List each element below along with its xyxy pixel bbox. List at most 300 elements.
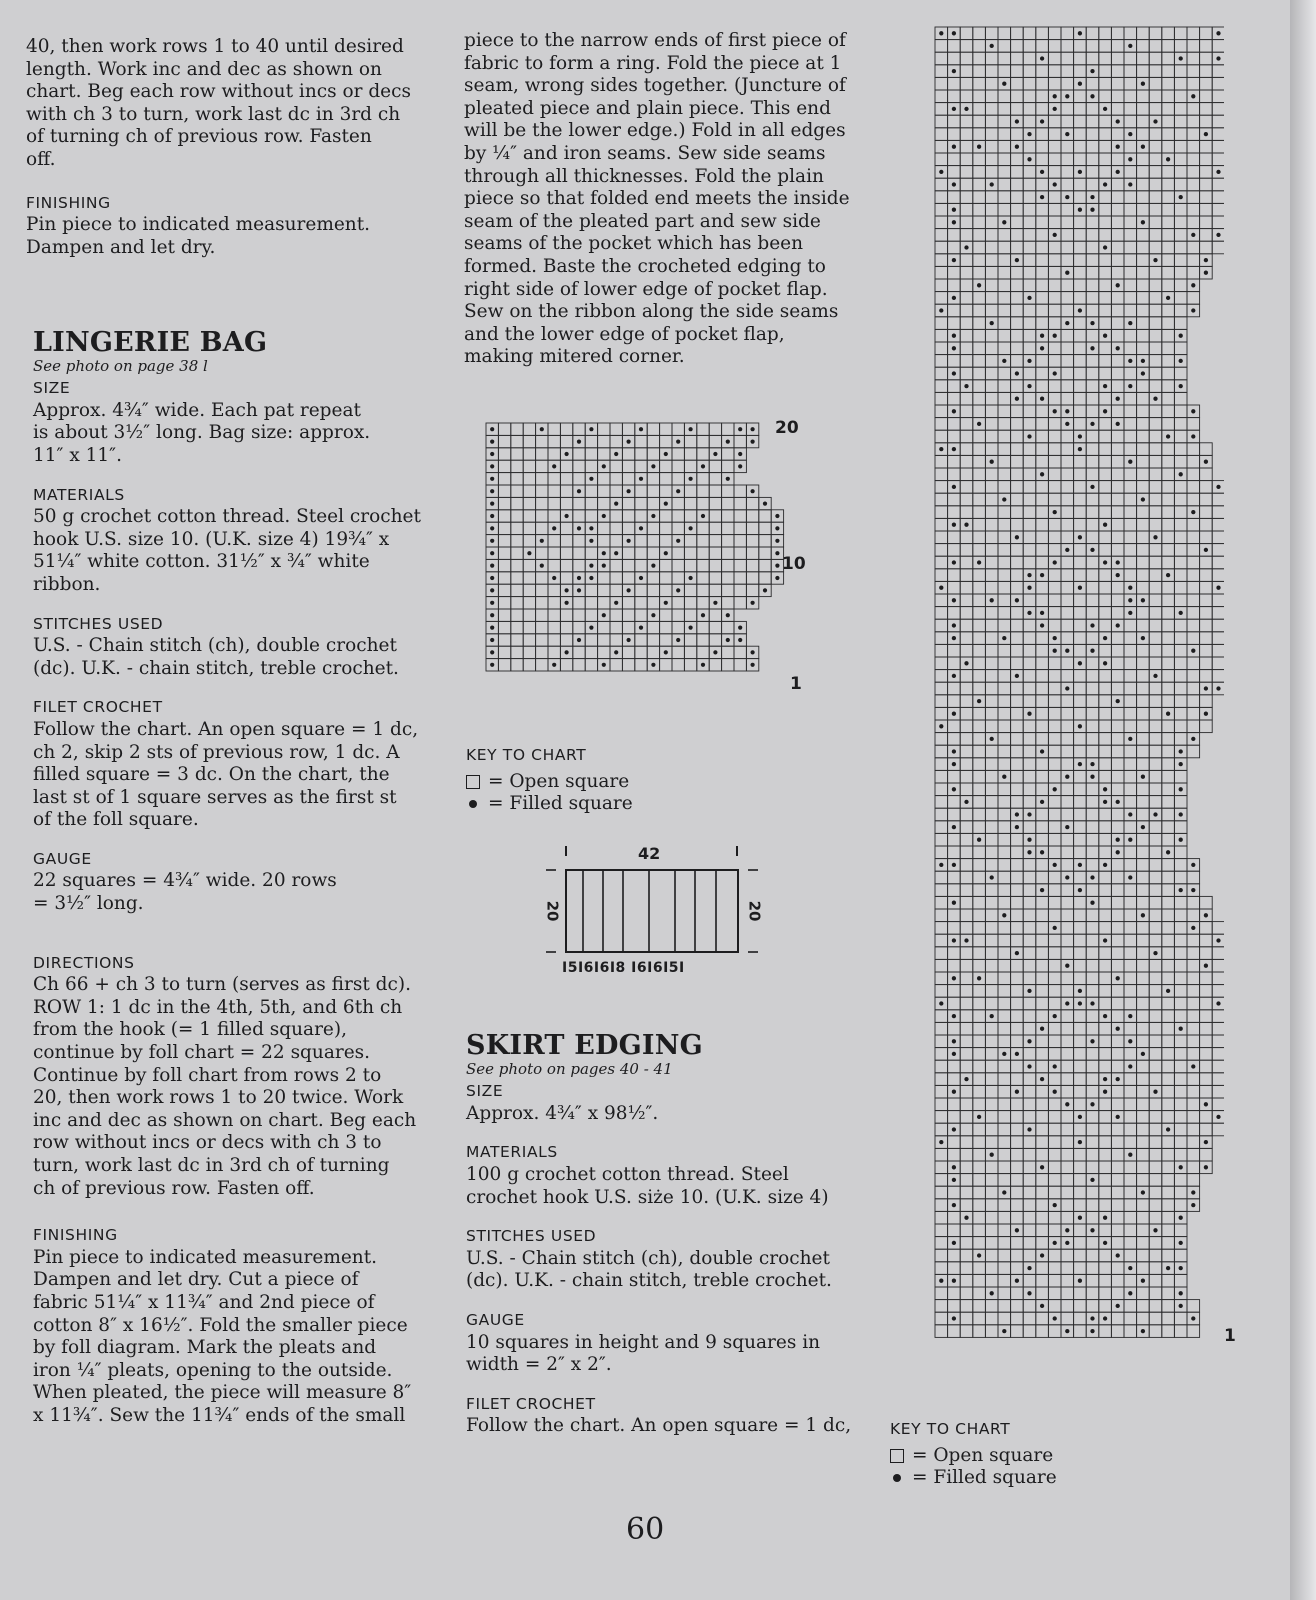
filled-square-dot [490, 439, 494, 443]
chart-cell [973, 166, 986, 179]
chart-cell [973, 909, 986, 922]
chart-cell [1111, 985, 1124, 998]
chart-cell [1174, 594, 1187, 607]
chart-cell [1137, 103, 1150, 116]
filled-square-dot [1090, 1228, 1094, 1232]
chart-cell [948, 1325, 961, 1338]
chart-cell [672, 559, 684, 571]
filled-square-dot [1065, 195, 1069, 199]
chart-cell [1212, 128, 1224, 141]
chart-cell [998, 1287, 1011, 1300]
chart-cell [1187, 216, 1200, 229]
chart-cell [1149, 90, 1162, 103]
chart-cell [1023, 1022, 1036, 1035]
chart-cell [635, 435, 647, 447]
chart-cell [1149, 544, 1162, 557]
chart-cell [1074, 1325, 1087, 1338]
chart-cell [1074, 191, 1087, 204]
filled-square-dot [1141, 371, 1145, 375]
chart-cell [973, 65, 986, 78]
chart-cell [622, 621, 634, 633]
chart-cell [1162, 997, 1175, 1010]
chart-cell [1174, 229, 1187, 242]
chart-cell [1011, 644, 1024, 657]
chart-cell [1074, 178, 1087, 191]
filled-square-dot [939, 1140, 943, 1144]
filled-square-dot [1216, 1115, 1220, 1119]
filled-square-dot [1128, 875, 1132, 879]
chart-cell [1074, 1199, 1087, 1212]
chart-cell [1036, 985, 1049, 998]
chart-cell [1061, 304, 1074, 317]
chart-cell [1061, 985, 1074, 998]
chart-cell [1036, 644, 1049, 657]
chart-cell [948, 1262, 961, 1275]
filled-square-dot [952, 598, 956, 602]
chart-row-label-20: 20 [775, 418, 799, 438]
chart-cell [1048, 695, 1061, 708]
chart-cell [960, 1035, 973, 1048]
chart-cell [1011, 40, 1024, 53]
skirt-see-photo: See photo on pages 40 - 41 [466, 1059, 673, 1078]
chart-cell [1061, 846, 1074, 859]
chart-cell [511, 609, 523, 621]
filled-square-dot [1204, 964, 1208, 968]
chart-cell [1023, 909, 1036, 922]
chart-cell [660, 584, 672, 596]
filled-square-dot [1027, 359, 1031, 363]
filled-square-dot [977, 976, 981, 980]
filled-square-dot [726, 439, 730, 443]
chart-cell [1023, 481, 1036, 494]
chart-cell [1137, 1312, 1150, 1325]
filled-square-dot [1015, 825, 1019, 829]
chart-cell [1124, 783, 1137, 796]
chart-cell [1187, 594, 1200, 607]
chart-cell [1137, 783, 1150, 796]
chart-cell [1149, 241, 1162, 254]
filled-square-dot [952, 523, 956, 527]
chart-cell [948, 1136, 961, 1149]
chart-cell [660, 510, 672, 522]
chart-cell [1149, 796, 1162, 809]
chart-cell [973, 518, 986, 531]
chart-cell [1124, 1312, 1137, 1325]
filled-square-dot [1027, 812, 1031, 816]
chart-cell [1048, 493, 1061, 506]
chart-cell [1200, 65, 1213, 78]
filled-square-dot [952, 258, 956, 262]
chart-cell [1124, 1224, 1137, 1237]
chart-cell [1074, 544, 1087, 557]
chart-cell [998, 52, 1011, 65]
chart-cell [1036, 531, 1049, 544]
chart-cell [973, 304, 986, 317]
chart-cell [1187, 65, 1200, 78]
materials-heading: MATERIALS [33, 485, 125, 504]
chart-cell [1149, 292, 1162, 305]
chart-cell [1149, 569, 1162, 582]
chart-cell [998, 1060, 1011, 1073]
chart-cell [1111, 1237, 1124, 1250]
chart-cell [585, 584, 597, 596]
chart-cell [722, 485, 734, 497]
filled-square-dot [639, 526, 643, 530]
chart-cell [1149, 1048, 1162, 1061]
filled-square-dot [688, 576, 692, 580]
chart-cell [1011, 1010, 1024, 1023]
chart-cell [1124, 103, 1137, 116]
chart-cell [948, 657, 961, 670]
chart-cell [498, 423, 510, 435]
filled-square-dot [775, 551, 779, 555]
filled-square-dot [664, 650, 668, 654]
chart-cell [622, 497, 634, 509]
filled-square-dot [939, 170, 943, 174]
chart-cell [985, 1224, 998, 1237]
filled-square-dot [1128, 737, 1132, 741]
chart-cell [960, 304, 973, 317]
chart-cell [1162, 65, 1175, 78]
filled-square-dot [490, 452, 494, 456]
chart-cell [1212, 506, 1224, 519]
chart-cell [1036, 972, 1049, 985]
chart-cell [1137, 1211, 1150, 1224]
chart-cell [635, 535, 647, 547]
skirt-key-filled-row [890, 1467, 1057, 1490]
chart-cell [973, 1199, 986, 1212]
chart-cell [998, 1148, 1011, 1161]
chart-cell [985, 695, 998, 708]
filled-square-dot [589, 477, 593, 481]
chart-cell [1200, 1010, 1213, 1023]
chart-cell [1149, 1174, 1162, 1187]
chart-cell [697, 473, 709, 485]
chart-cell [1099, 40, 1112, 53]
chart-cell [1048, 1123, 1061, 1136]
chart-cell [1187, 292, 1200, 305]
chart-cell [1162, 90, 1175, 103]
chart-cell [973, 947, 986, 960]
filled-square-dot [639, 625, 643, 629]
filled-square-dot [1053, 510, 1057, 514]
chart-cell [1137, 304, 1150, 317]
filled-square-dot [1179, 611, 1183, 615]
chart-cell [935, 783, 948, 796]
chart-cell [1061, 670, 1074, 683]
chart-cell [1086, 254, 1099, 267]
chart-cell [1061, 77, 1074, 90]
filled-square-dot [1204, 712, 1208, 716]
chart-cell [697, 584, 709, 596]
chart-cell [1048, 166, 1061, 179]
chart-cell [985, 292, 998, 305]
chart-cell [1162, 405, 1175, 418]
chart-cell [998, 758, 1011, 771]
chart-cell [973, 443, 986, 456]
chart-cell [734, 535, 746, 547]
gauge-heading: GAUGE [33, 849, 92, 868]
chart-cell [1023, 103, 1036, 116]
chart-cell [1099, 216, 1112, 229]
chart-cell [1061, 922, 1074, 935]
chart-cell [973, 1022, 986, 1035]
chart-cell [1200, 1123, 1213, 1136]
chart-cell [1099, 254, 1112, 267]
chart-cell [536, 584, 548, 596]
chart-cell [935, 140, 948, 153]
chart-cell [1200, 657, 1213, 670]
chart-cell [1061, 657, 1074, 670]
chart-cell [1162, 1136, 1175, 1149]
chart-cell [1023, 241, 1036, 254]
chart-cell [1124, 229, 1137, 242]
chart-cell [935, 770, 948, 783]
chart-cell [1023, 443, 1036, 456]
chart-cell [960, 695, 973, 708]
chart-cell [1074, 922, 1087, 935]
filled-square-dot [1116, 699, 1120, 703]
chart-cell [1149, 1199, 1162, 1212]
chart-cell [948, 1287, 961, 1300]
chart-cell [1036, 27, 1049, 40]
filled-square-dot [1027, 989, 1031, 993]
filled-square-dot [1141, 1190, 1145, 1194]
chart-cell [1162, 103, 1175, 116]
filled-square-dot [552, 526, 556, 530]
chart-cell [985, 1249, 998, 1262]
chart-cell [1036, 1136, 1049, 1149]
filled-square-dot [1166, 573, 1170, 577]
chart-cell [1061, 733, 1074, 746]
chart-cell [560, 572, 572, 584]
chart-cell [998, 103, 1011, 116]
filled-square-dot [1116, 1304, 1120, 1308]
chart-cell [1048, 140, 1061, 153]
chart-cell [1200, 216, 1213, 229]
chart-cell [973, 720, 986, 733]
chart-cell [672, 597, 684, 609]
chart-cell [1074, 644, 1087, 657]
chart-cell [1111, 153, 1124, 166]
chart-cell [998, 1174, 1011, 1187]
chart-cell [1111, 758, 1124, 771]
chart-cell [635, 609, 647, 621]
chart-cell [948, 77, 961, 90]
chart-cell [1074, 569, 1087, 582]
chart-cell [1162, 1274, 1175, 1287]
chart-cell [598, 473, 610, 485]
chart-cell [1111, 1085, 1124, 1098]
filled-square-dot [1141, 1279, 1145, 1283]
chart-cell [1011, 1199, 1024, 1212]
chart-cell [1061, 279, 1074, 292]
chart-cell [935, 1325, 948, 1338]
filled-square-dot [1128, 460, 1132, 464]
chart-cell [1137, 733, 1150, 746]
chart-cell [985, 707, 998, 720]
chart-cell [1011, 229, 1024, 242]
chart-cell [1061, 1085, 1074, 1098]
chart-cell [511, 572, 523, 584]
chart-cell [1099, 140, 1112, 153]
stitches-text: U.S. - Chain stitch (ch), double crochet (dc). U.K. - chain stitch, treble crochet. [33, 635, 399, 679]
chart-cell [985, 745, 998, 758]
chart-cell [523, 448, 535, 460]
chart-cell [1061, 758, 1074, 771]
chart-cell [1048, 657, 1061, 670]
chart-cell [1074, 468, 1087, 481]
chart-cell [1099, 506, 1112, 519]
chart-cell [973, 1287, 986, 1300]
chart-cell [1074, 632, 1087, 645]
chart-cell [1187, 254, 1200, 267]
chart-cell [1149, 556, 1162, 569]
chart-cell [1124, 972, 1137, 985]
chart-cell [1162, 657, 1175, 670]
chart-cell [1086, 581, 1099, 594]
chart-cell [973, 1224, 986, 1237]
chart-cell [1124, 707, 1137, 720]
chart-cell [1137, 392, 1150, 405]
chart-cell [1187, 191, 1200, 204]
filled-square-dot [589, 526, 593, 530]
chart-cell [573, 448, 585, 460]
chart-cell [1061, 619, 1074, 632]
chart-cell [1099, 1224, 1112, 1237]
chart-cell [672, 423, 684, 435]
chart-cell [1086, 329, 1099, 342]
chart-cell [1074, 1300, 1087, 1313]
chart-cell [1061, 1274, 1074, 1287]
chart-cell [1011, 972, 1024, 985]
chart-cell [960, 77, 973, 90]
chart-cell [523, 597, 535, 609]
chart-cell [1149, 304, 1162, 317]
chart-cell [998, 607, 1011, 620]
chart-cell [1212, 1010, 1224, 1023]
chart-cell [610, 473, 622, 485]
chart-cell [1174, 279, 1187, 292]
chart-cell [1187, 418, 1200, 431]
filled-square-dot [1116, 422, 1120, 426]
filled-square-dot [1078, 82, 1082, 86]
chart-cell [1162, 871, 1175, 884]
chart-cell [973, 1010, 986, 1023]
page-number: 60 [626, 1512, 665, 1547]
chart-cell [1011, 896, 1024, 909]
finishing-text: Pin piece to indicated measurement. Dampen and let dry. [26, 214, 371, 258]
chart-cell [1048, 833, 1061, 846]
chart-cell [1099, 1148, 1112, 1161]
chart-cell [960, 707, 973, 720]
chart-cell [1187, 140, 1200, 153]
chart-cell [684, 646, 696, 658]
chart-cell [1061, 241, 1074, 254]
chart-cell [960, 342, 973, 355]
chart-cell [948, 128, 961, 141]
chart-cell [1099, 682, 1112, 695]
chart-cell [948, 569, 961, 582]
filled-square-dot [1078, 170, 1082, 174]
chart-cell [998, 821, 1011, 834]
chart-cell [1099, 1060, 1112, 1073]
chart-cell [585, 460, 597, 472]
chart-cell [1111, 292, 1124, 305]
chart-cell [1162, 670, 1175, 683]
chart-cell [1061, 254, 1074, 267]
chart-cell [1048, 443, 1061, 456]
chart-cell [759, 559, 771, 571]
chart-cell [1200, 40, 1213, 53]
chart-cell [973, 430, 986, 443]
chart-cell [1048, 1174, 1061, 1187]
chart-cell [998, 166, 1011, 179]
filled-square-dot [750, 439, 754, 443]
filled-square-dot [1153, 535, 1157, 539]
chart-cell [960, 720, 973, 733]
chart-cell [647, 584, 659, 596]
filled-square-dot [1153, 1090, 1157, 1094]
chart-cell [935, 1048, 948, 1061]
chart-cell [523, 485, 535, 497]
chart-cell [985, 128, 998, 141]
chart-cell [960, 216, 973, 229]
filled-square-dot [490, 650, 494, 654]
chart-cell [985, 329, 998, 342]
filled-square-dot [1191, 737, 1195, 741]
chart-cell [985, 985, 998, 998]
chart-cell [1036, 103, 1049, 116]
chart-cell [610, 485, 622, 497]
chart-cell [1162, 783, 1175, 796]
chart-cell [1036, 40, 1049, 53]
chart-cell [1048, 304, 1061, 317]
chart-cell [1061, 355, 1074, 368]
chart-cell [1023, 40, 1036, 53]
chart-cell [1074, 796, 1087, 809]
filled-square-dot [490, 625, 494, 629]
chart-cell [1111, 871, 1124, 884]
chart-cell [1011, 758, 1024, 771]
chart-cell [1011, 430, 1024, 443]
filled-square-dot [952, 107, 956, 111]
chart-cell [935, 972, 948, 985]
chart-cell [660, 634, 672, 646]
chart-cell [935, 1073, 948, 1086]
chart-cell [1187, 607, 1200, 620]
chart-cell [1011, 695, 1024, 708]
chart-cell [635, 597, 647, 609]
chart-cell [960, 443, 973, 456]
chart-cell [1011, 241, 1024, 254]
chart-cell [1137, 380, 1150, 393]
chart-cell [948, 922, 961, 935]
chart-cell [1162, 581, 1175, 594]
chart-cell [935, 418, 948, 431]
chart-cell [935, 52, 948, 65]
chart-cell [560, 559, 572, 571]
chart-cell [560, 485, 572, 497]
chart-cell [1137, 1098, 1150, 1111]
chart-cell [948, 279, 961, 292]
chart-cell [684, 535, 696, 547]
chart-cell [734, 522, 746, 534]
chart-cell [1061, 1287, 1074, 1300]
chart-cell [998, 140, 1011, 153]
filled-square-dot [564, 601, 568, 605]
filled-square-dot [1015, 1052, 1019, 1056]
